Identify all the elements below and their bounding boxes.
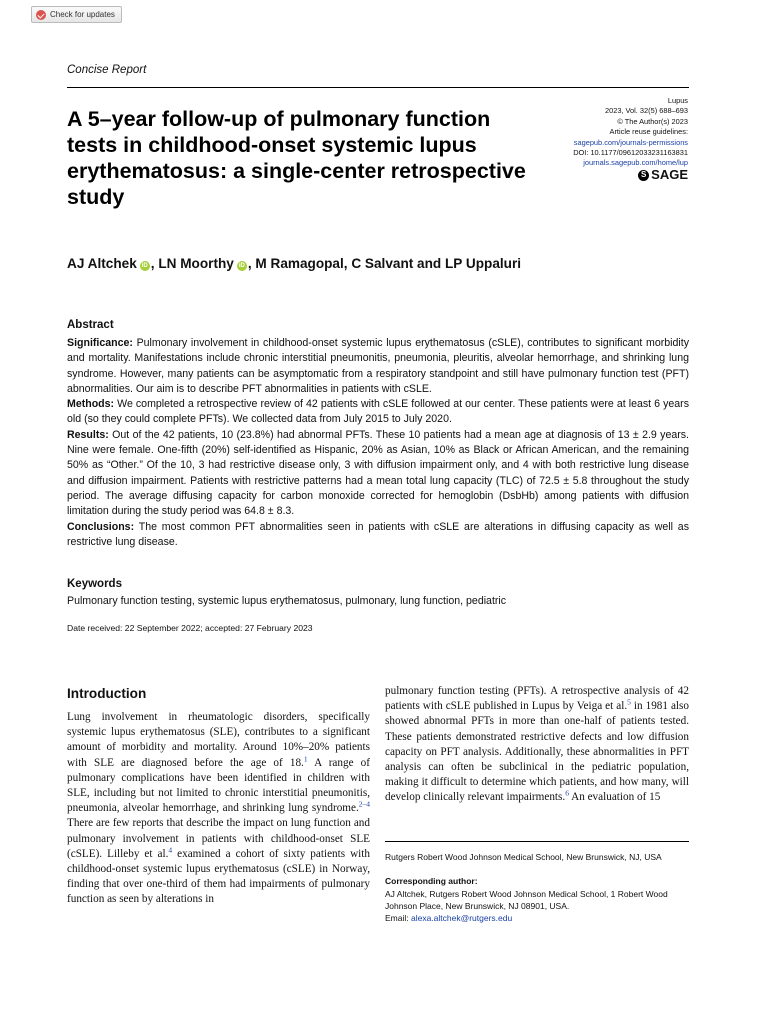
- keywords-heading: Keywords: [67, 578, 122, 590]
- abstract-conclusions: Conclusions: The most common PFT abnormalities seen in patients with cSLE are alterations in diffusing capacity as well as restrictive lung disease.: [67, 520, 689, 548]
- orcid-icon[interactable]: iD: [141, 263, 148, 269]
- article-dates: Date received: 22 September 2022; accepted: 27 February 2023: [67, 623, 313, 633]
- author-2: , LN Moorthy: [150, 256, 234, 271]
- citation-link[interactable]: 6: [565, 788, 569, 798]
- article-title: A 5–year follow-up of pulmonary function tests in childhood-onset systemic lupus erythematosus: a single-center retrospective study: [67, 107, 526, 209]
- email-line: Email: alexa.altchek@rutgers.edu: [385, 913, 513, 923]
- corresponding-address: AJ Altchek, Rutgers Robert Wood Johnson Medical School, 1 Robert Wood Johnson Place, New Brunswick, NJ 08901, USA.: [385, 889, 668, 911]
- email-link[interactable]: alexa.altchek@rutgers.edu: [410, 913, 513, 923]
- check-for-updates-label: Check for updates: [50, 10, 115, 19]
- citation-link[interactable]: 5: [627, 697, 631, 707]
- publisher-name: SAGE: [651, 167, 688, 183]
- intro-left-column: Lung involvement in rheumatologic disorders, specifically systemic lupus erythematosus (SLE), contributes to a significant amount of morbidity and mortality. Around 10%–20% patients with SLE are diagnosed before the age of 18.$^1$ A range of pulmonary complications have been identified in children with SLE, including but not limited to chronic interstitial pneumonitis, pneumonia, alveolar hemorrhage, and shrinking lung syndrome.$^{2-4}$ There are few reports that describe the impact on lung function and pulmonary involvement in patients with childhood-onset SLE (cSLE). Lilleby et al.$^4$ examined a cohort of sixty patients with childhood-onset systemic lupus erythematosus (cSLE) in Norway, finding that over one-third of them had impairments of pulmonary function as seen by alterations in: [67, 711, 370, 906]
- copyright: © The Author(s) 2023: [617, 116, 688, 126]
- doi[interactable]: DOI: 10.1177/09612033231163831: [573, 148, 688, 158]
- abstract-methods: Methods: We completed a retrospective review of 42 patients with cSLE followed at our center. These patients were at least 6 years old (so they could complete PFTs). We collected data from July 2015 to July 2020.: [67, 398, 689, 426]
- authors-rest: , M Ramagopal, C Salvant and LP Uppaluri: [247, 256, 522, 271]
- citation-link[interactable]: 4: [168, 845, 173, 855]
- corresponding-author: [385, 888, 689, 924]
- reuse-label: Article reuse guidelines:: [609, 127, 688, 137]
- corresponding-author-heading: Corresponding author:: [385, 876, 478, 886]
- report-type: Concise Report: [67, 64, 147, 76]
- citation-link[interactable]: 2–4: [358, 799, 370, 809]
- check-for-updates-badge[interactable]: [31, 6, 122, 23]
- keywords-text: Pulmonary function testing, systemic lupus erythematosus, pulmonary, lung function, pediatric: [67, 595, 507, 607]
- author-1: AJ Altchek: [67, 256, 137, 271]
- affiliation: Rutgers Robert Wood Johnson Medical School, New Brunswick, NJ, USA: [385, 852, 662, 862]
- intro-right-column: pulmonary function testing (PFTs). A retrospective analysis of 42 patients with cSLE published in Lupus by Veiga et al.$^5$ in 1981 also showed abnormal PFTs in more than one-half of patients tested. These patients demonstrated restrictive defects and low diffusion capacity on PFT analysis. Additionally, these abnormalities in PFT analysis can often be subclinical in the pediatric population, making it difficult to determine which patients, and how many, will develop clinically relevant impairments.$^6$ An evaluation of 15: [385, 685, 689, 804]
- abstract-results: Results: Out of the 42 patients, 10 (23.8%) had abnormal PFTs. These 10 patients had a mean age at diagnosis of 13 ± 2.9 years. Nine were female. One-fifth (20%) self-identified as Hispanic, 20% as Asian, 10% as Black or African American, and the remaining 50% as “Other.” Of the 10, 3 had restrictive disease only, 3 with diffusion impairment only, and 4 with both restrictive lung disease and diffusion impairment. Patients with restrictive patterns had a mean total lung capacity (TLC) of 72.5 ± 5.8 throughout the study period. The average diffusing capacity for carbon monoxide corrected for hemoglobin (DsbHb) among patients with diffusion limitation during the study period was 64.8 ± 8.3.: [67, 428, 689, 518]
- citation-link[interactable]: 1: [303, 753, 308, 763]
- check-icon: [36, 10, 46, 20]
- publisher-logo: [638, 167, 688, 183]
- orcid-icon[interactable]: iD: [238, 263, 245, 269]
- abstract-heading: Abstract: [67, 319, 114, 331]
- abstract-body: [67, 336, 689, 550]
- reuse-link[interactable]: sagepub.com/journals-permissions: [573, 137, 688, 147]
- citation: 2023, Vol. 32(5) 688–693: [604, 106, 688, 116]
- journal-name: Lupus: [667, 96, 688, 105]
- sage-logo-icon: S: [638, 170, 649, 181]
- header-rule: [67, 87, 689, 88]
- author-list: [67, 256, 521, 271]
- footnote-rule: [385, 841, 689, 842]
- journal-meta: [468, 96, 688, 181]
- introduction-heading: Introduction: [67, 686, 147, 701]
- journal-link[interactable]: journals.sagepub.com/home/lup: [583, 158, 688, 168]
- abstract-significance: Significance: Pulmonary involvement in childhood-onset systemic lupus erythematosus (cSLE), contributes to significant morbidity and mortality. Manifestations include chronic interstitial pneumonitis, pneumonia, pleuritis, alveolar hemorrhage, and shrinking lung syndrome. However, many patients can be asymptomatic from a respiratory standpoint and still have pulmonary function test (PFT) abnormalities. Our aim is to describe PFT abnormalities in patients with cSLE.: [67, 337, 689, 395]
